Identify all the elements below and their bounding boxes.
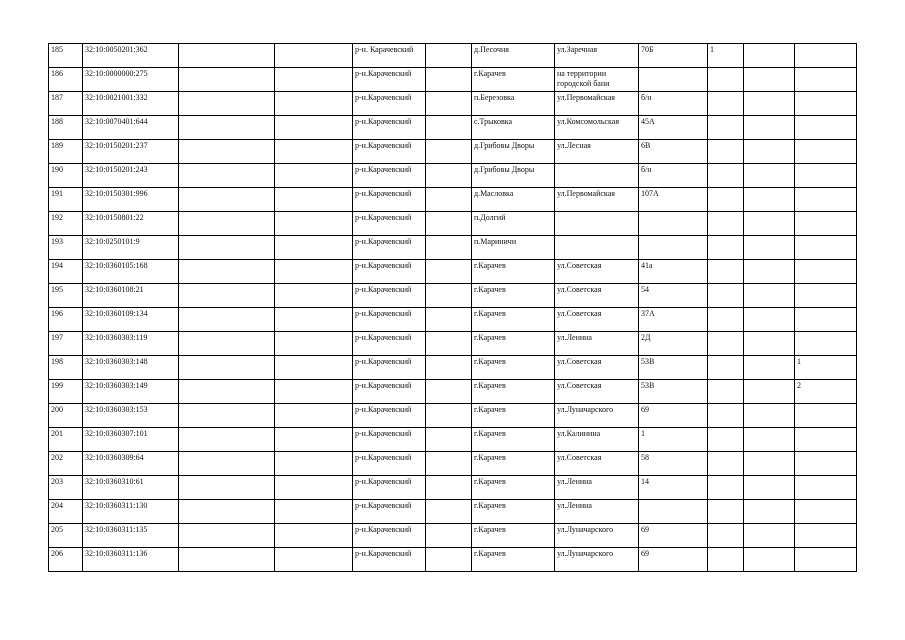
cell-cadastral-number: 32:10:0360105:168 (83, 260, 179, 284)
cell-extra-1 (708, 356, 744, 380)
cell-extra-3 (795, 332, 857, 356)
cell-settlement: г.Карачев (472, 356, 555, 380)
cell-empty (275, 332, 353, 356)
cell-extra-1 (708, 140, 744, 164)
cell-extra-3 (795, 140, 857, 164)
cell-extra-3 (795, 164, 857, 188)
cell-extra-2 (744, 164, 795, 188)
table-row (49, 500, 857, 524)
cell-extra-2 (744, 500, 795, 524)
cell-cadastral-number: 32:10:0360307:101 (83, 428, 179, 452)
cell-street: ул.Ленина (555, 332, 639, 356)
cell-empty (179, 44, 275, 68)
cell-empty (275, 212, 353, 236)
cell-cadastral-number: 32:10:0360311:135 (83, 524, 179, 548)
cell-empty (275, 404, 353, 428)
cell-extra-2 (744, 428, 795, 452)
cell-extra-3 (795, 500, 857, 524)
cell-extra-1 (708, 164, 744, 188)
cell-cadastral-number: 32:10:0150201:243 (83, 164, 179, 188)
cell-extra-2 (744, 116, 795, 140)
cell-street: ул.Советская (555, 452, 639, 476)
cell-empty (426, 68, 472, 92)
cell-district: р-н.Карачевский (353, 92, 426, 116)
cell-street: ул.Советская (555, 308, 639, 332)
cell-empty (275, 92, 353, 116)
cell-empty (275, 476, 353, 500)
table-row (49, 164, 857, 188)
cell-district: р-н.Карачевский (353, 68, 426, 92)
cell-street: ул.Советская (555, 284, 639, 308)
cell-district: р-н.Карачевский (353, 524, 426, 548)
cell-empty (275, 44, 353, 68)
cell-settlement: с.Трыковка (472, 116, 555, 140)
cell-row-number: 197 (49, 332, 83, 356)
cell-empty (179, 212, 275, 236)
cell-empty (275, 164, 353, 188)
cell-empty (275, 308, 353, 332)
cell-house-number: 14 (639, 476, 708, 500)
cell-house-number (639, 212, 708, 236)
cell-house-number: 70Б (639, 44, 708, 68)
table-row (49, 452, 857, 476)
table-row (49, 548, 857, 572)
cell-settlement: г.Карачев (472, 380, 555, 404)
cell-extra-3 (795, 116, 857, 140)
cell-extra-2 (744, 332, 795, 356)
cell-street (555, 236, 639, 260)
cell-empty (275, 68, 353, 92)
cell-row-number: 195 (49, 284, 83, 308)
cell-house-number: 2Д (639, 332, 708, 356)
cell-extra-3 (795, 236, 857, 260)
cell-empty (426, 548, 472, 572)
cell-empty (179, 116, 275, 140)
table-row (49, 68, 857, 92)
cell-extra-1 (708, 380, 744, 404)
cell-empty (179, 308, 275, 332)
cell-cadastral-number: 32:10:0360303:149 (83, 380, 179, 404)
cell-house-number: 69 (639, 548, 708, 572)
cell-street: ул.Комсомольская (555, 116, 639, 140)
table-row (49, 356, 857, 380)
cell-extra-2 (744, 140, 795, 164)
cell-cadastral-number: 32:10:0360309:64 (83, 452, 179, 476)
cell-house-number: 69 (639, 404, 708, 428)
table-row (49, 428, 857, 452)
cell-empty (426, 284, 472, 308)
cell-empty (179, 260, 275, 284)
table-row (49, 476, 857, 500)
cell-cadastral-number: 32:10:0360310:61 (83, 476, 179, 500)
cell-extra-3 (795, 92, 857, 116)
cell-extra-2 (744, 308, 795, 332)
cell-district: р-н.Карачевский (353, 452, 426, 476)
cell-empty (426, 476, 472, 500)
cell-extra-2 (744, 548, 795, 572)
cell-empty (275, 116, 353, 140)
cell-house-number (639, 68, 708, 92)
cell-row-number: 199 (49, 380, 83, 404)
cell-house-number: 37А (639, 308, 708, 332)
cell-extra-1 (708, 236, 744, 260)
cell-empty (179, 404, 275, 428)
cell-empty (426, 404, 472, 428)
cell-extra-2 (744, 92, 795, 116)
cell-empty (426, 380, 472, 404)
cell-extra-1 (708, 284, 744, 308)
cell-cadastral-number: 32:10:0070401:644 (83, 116, 179, 140)
cell-house-number: 53В (639, 356, 708, 380)
cell-settlement: г.Карачев (472, 332, 555, 356)
table-row (49, 140, 857, 164)
cell-empty (275, 284, 353, 308)
cell-street: ул.Заречная (555, 44, 639, 68)
cell-empty (426, 500, 472, 524)
cell-empty (179, 92, 275, 116)
cell-house-number (639, 236, 708, 260)
registry-table (48, 43, 857, 572)
table-row (49, 212, 857, 236)
cell-district: р-н.Карачевский (353, 236, 426, 260)
cell-row-number: 205 (49, 524, 83, 548)
cell-extra-2 (744, 284, 795, 308)
cell-extra-1 (708, 116, 744, 140)
cell-row-number: 196 (49, 308, 83, 332)
cell-empty (426, 524, 472, 548)
cell-extra-3 (795, 428, 857, 452)
cell-row-number: 204 (49, 500, 83, 524)
cell-empty (426, 44, 472, 68)
cell-row-number: 201 (49, 428, 83, 452)
cell-extra-3: 1 (795, 356, 857, 380)
cell-district: р-н.Карачевский (353, 140, 426, 164)
cell-settlement: г.Карачев (472, 476, 555, 500)
cell-street: ул.Луначарского (555, 548, 639, 572)
cell-empty (426, 140, 472, 164)
cell-street: ул.Ленина (555, 500, 639, 524)
cell-street: ул.Лесная (555, 140, 639, 164)
cell-empty (426, 332, 472, 356)
cell-cadastral-number: 32:10:0150201:237 (83, 140, 179, 164)
cell-settlement: п.Мариничи (472, 236, 555, 260)
cell-cadastral-number: 32:10:0150301:996 (83, 188, 179, 212)
cell-extra-2 (744, 476, 795, 500)
table-row (49, 188, 857, 212)
cell-empty (426, 452, 472, 476)
cell-empty (426, 212, 472, 236)
cell-district: р-н. Карачевский (353, 44, 426, 68)
cell-row-number: 206 (49, 548, 83, 572)
cell-extra-1 (708, 332, 744, 356)
cell-extra-1 (708, 212, 744, 236)
cell-empty (179, 380, 275, 404)
cell-empty (275, 236, 353, 260)
cell-row-number: 185 (49, 44, 83, 68)
cell-extra-1 (708, 452, 744, 476)
cell-district: р-н.Карачевский (353, 404, 426, 428)
cell-empty (179, 140, 275, 164)
cell-street: ул.Луначарского (555, 404, 639, 428)
cell-empty (275, 452, 353, 476)
cell-house-number: б/н (639, 164, 708, 188)
cell-house-number: 107А (639, 188, 708, 212)
cell-extra-1 (708, 548, 744, 572)
cell-row-number: 198 (49, 356, 83, 380)
cell-extra-2 (744, 212, 795, 236)
cell-extra-1 (708, 476, 744, 500)
cell-empty (275, 500, 353, 524)
cell-settlement: п.Долгий (472, 212, 555, 236)
cell-cadastral-number: 32:10:0360303:153 (83, 404, 179, 428)
cell-house-number: 41а (639, 260, 708, 284)
cell-cadastral-number: 32:10:0250101:9 (83, 236, 179, 260)
cell-row-number: 189 (49, 140, 83, 164)
cell-extra-1 (708, 404, 744, 428)
cell-extra-2 (744, 44, 795, 68)
cell-cadastral-number: 32:10:0150801:22 (83, 212, 179, 236)
table-row (49, 332, 857, 356)
cell-empty (426, 92, 472, 116)
cell-extra-3 (795, 212, 857, 236)
cell-extra-2 (744, 188, 795, 212)
cell-cadastral-number: 32:10:0000000:275 (83, 68, 179, 92)
cell-empty (275, 188, 353, 212)
cell-settlement: г.Карачев (472, 404, 555, 428)
cell-cadastral-number: 32:10:0360109:134 (83, 308, 179, 332)
table-row (49, 380, 857, 404)
cell-street: ул.Ленина (555, 476, 639, 500)
cell-empty (426, 260, 472, 284)
cell-extra-3 (795, 260, 857, 284)
cell-extra-1: 1 (708, 44, 744, 68)
cell-extra-1 (708, 92, 744, 116)
table-row (49, 284, 857, 308)
cell-street: ул.Первомайская (555, 188, 639, 212)
cell-empty (179, 452, 275, 476)
table-row (49, 236, 857, 260)
cell-settlement: д.Грибовы Дворы (472, 140, 555, 164)
cell-district: р-н.Карачевский (353, 260, 426, 284)
cell-settlement: г.Карачев (472, 260, 555, 284)
cell-extra-3 (795, 452, 857, 476)
cell-empty (426, 236, 472, 260)
cell-empty (179, 500, 275, 524)
cell-street: на территории городской бани (555, 68, 639, 92)
cell-row-number: 191 (49, 188, 83, 212)
cell-street (555, 164, 639, 188)
cell-settlement: г.Карачев (472, 284, 555, 308)
table-body (49, 44, 857, 572)
cell-street: ул.Первомайская (555, 92, 639, 116)
cell-cadastral-number: 32:10:0360311:136 (83, 548, 179, 572)
table-row (49, 524, 857, 548)
table-row (49, 404, 857, 428)
cell-district: р-н.Карачевский (353, 548, 426, 572)
cell-house-number (639, 500, 708, 524)
cell-settlement: г.Карачев (472, 500, 555, 524)
table-row (49, 116, 857, 140)
cell-empty (179, 332, 275, 356)
cell-cadastral-number: 32:10:0360311:130 (83, 500, 179, 524)
cell-cadastral-number: 32:10:0360108:21 (83, 284, 179, 308)
cell-settlement: д.Песочня (472, 44, 555, 68)
cell-extra-3 (795, 548, 857, 572)
cell-settlement: г.Карачев (472, 68, 555, 92)
cell-row-number: 190 (49, 164, 83, 188)
cell-cadastral-number: 32:10:0021001:332 (83, 92, 179, 116)
cell-extra-2 (744, 404, 795, 428)
cell-street (555, 212, 639, 236)
cell-empty (275, 524, 353, 548)
cell-extra-2 (744, 452, 795, 476)
cell-street: ул.Луначарского (555, 524, 639, 548)
cell-row-number: 192 (49, 212, 83, 236)
cell-house-number: 58 (639, 452, 708, 476)
cell-extra-2 (744, 68, 795, 92)
cell-row-number: 193 (49, 236, 83, 260)
cell-settlement: г.Карачев (472, 548, 555, 572)
cell-street: ул.Советская (555, 380, 639, 404)
cell-empty (179, 548, 275, 572)
cell-street: ул.Советская (555, 260, 639, 284)
cell-row-number: 203 (49, 476, 83, 500)
cell-settlement: г.Карачев (472, 428, 555, 452)
cell-district: р-н.Карачевский (353, 380, 426, 404)
cell-settlement: д.Масловка (472, 188, 555, 212)
cell-extra-1 (708, 68, 744, 92)
cell-empty (426, 308, 472, 332)
cell-empty (426, 428, 472, 452)
cell-house-number: 53В (639, 380, 708, 404)
table-row (49, 92, 857, 116)
table-row (49, 44, 857, 68)
cell-district: р-н.Карачевский (353, 164, 426, 188)
cell-district: р-н.Карачевский (353, 188, 426, 212)
cell-street: ул.Советская (555, 356, 639, 380)
cell-extra-2 (744, 380, 795, 404)
cell-empty (179, 476, 275, 500)
cell-empty (179, 356, 275, 380)
cell-settlement: п.Березовка (472, 92, 555, 116)
table-row (49, 308, 857, 332)
cell-extra-3 (795, 476, 857, 500)
cell-cadastral-number: 32:10:0360303:119 (83, 332, 179, 356)
cell-empty (179, 428, 275, 452)
cell-house-number: 54 (639, 284, 708, 308)
cell-empty (275, 380, 353, 404)
cell-house-number: б/н (639, 92, 708, 116)
cell-extra-3 (795, 404, 857, 428)
cell-district: р-н.Карачевский (353, 356, 426, 380)
cell-extra-1 (708, 524, 744, 548)
cell-empty (275, 260, 353, 284)
cell-empty (179, 236, 275, 260)
cell-extra-2 (744, 524, 795, 548)
cell-extra-3: 2 (795, 380, 857, 404)
cell-empty (275, 428, 353, 452)
cell-street: ул.Калинина (555, 428, 639, 452)
cell-row-number: 194 (49, 260, 83, 284)
cell-empty (275, 548, 353, 572)
cell-cadastral-number: 32:10:0360303:148 (83, 356, 179, 380)
cell-extra-1 (708, 260, 744, 284)
cell-district: р-н.Карачевский (353, 332, 426, 356)
cell-extra-3 (795, 44, 857, 68)
cell-empty (426, 188, 472, 212)
table-row (49, 260, 857, 284)
cell-district: р-н.Карачевский (353, 284, 426, 308)
cell-extra-3 (795, 524, 857, 548)
cell-extra-3 (795, 308, 857, 332)
cell-empty (179, 164, 275, 188)
cell-house-number: 6В (639, 140, 708, 164)
cell-extra-3 (795, 68, 857, 92)
cell-extra-1 (708, 308, 744, 332)
cell-district: р-н.Карачевский (353, 116, 426, 140)
cell-empty (275, 356, 353, 380)
cell-settlement: г.Карачев (472, 308, 555, 332)
cell-extra-1 (708, 500, 744, 524)
cell-extra-1 (708, 428, 744, 452)
cell-house-number: 1 (639, 428, 708, 452)
cell-house-number: 45А (639, 116, 708, 140)
cell-house-number: 69 (639, 524, 708, 548)
cell-row-number: 200 (49, 404, 83, 428)
cell-empty (275, 140, 353, 164)
cell-empty (179, 524, 275, 548)
cell-row-number: 188 (49, 116, 83, 140)
cell-extra-2 (744, 236, 795, 260)
cell-settlement: д.Грибовы Дворы (472, 164, 555, 188)
cell-extra-3 (795, 284, 857, 308)
cell-empty (179, 188, 275, 212)
cell-settlement: г.Карачев (472, 524, 555, 548)
cell-row-number: 202 (49, 452, 83, 476)
cell-extra-3 (795, 188, 857, 212)
cell-empty (179, 68, 275, 92)
cell-empty (426, 356, 472, 380)
cell-cadastral-number: 32:10:0050201:362 (83, 44, 179, 68)
cell-district: р-н.Карачевский (353, 428, 426, 452)
cell-empty (426, 116, 472, 140)
cell-extra-2 (744, 356, 795, 380)
cell-district: р-н.Карачевский (353, 476, 426, 500)
cell-district: р-н.Карачевский (353, 308, 426, 332)
cell-empty (426, 164, 472, 188)
cell-district: р-н.Карачевский (353, 500, 426, 524)
cell-row-number: 186 (49, 68, 83, 92)
cell-settlement: г.Карачев (472, 452, 555, 476)
cell-district: р-н.Карачевский (353, 212, 426, 236)
cell-empty (179, 284, 275, 308)
cell-extra-2 (744, 260, 795, 284)
cell-row-number: 187 (49, 92, 83, 116)
cell-extra-1 (708, 188, 744, 212)
